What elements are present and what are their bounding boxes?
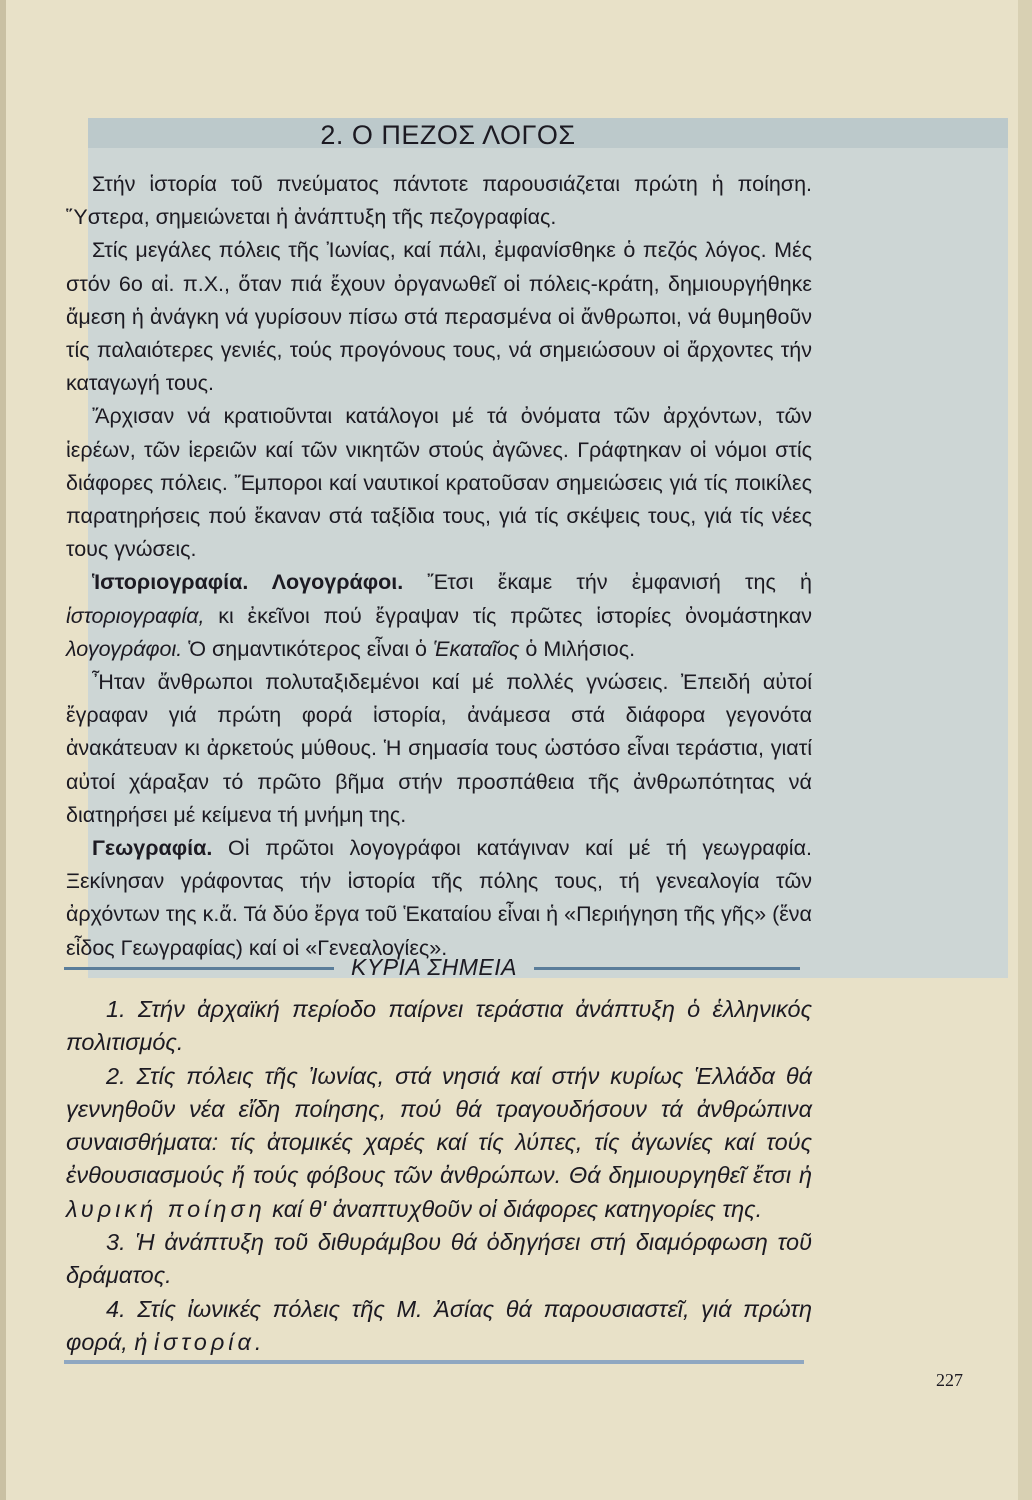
paragraph-catalogues: Ἄρχισαν νά κρατιοῦνται κατάλογοι μέ τά ὀνόματα τῶν ἀρχόντων, τῶν ἱερέων, τῶν ἱερειῶν καί τῶν νικητῶν στούς ἀγῶνες. Γράφτηκαν οἱ νόμοι στίς διάφορες πόλεις. Ἔμποροι καί ναυτικοί κρατοῦσαν σημειώσεις γιά τίς ποικίλες παρατηρήσεις πού ἔκαναν στά ταξίδια τους, γιά τίς σκέψεις τους, γιά τίς νέες τους γνώσεις.: [66, 404, 812, 562]
key-point-2-start: 2. Στίς πόλεις τῆς Ἰωνίας, στά νησιά καί στήν κυρίως Ἑλλάδα θά γεννηθοῦν νέα εἴδη ποίησης, πού θά τραγουδήσουν τά ἀνθρώπινα συναισθήματα: τίς ἀτομικές χαρές καί τίς λύπες, τίς ἀγωνίες καί τούς ἐνθουσιασμούς ἤ τούς φόβους τῶν ἀνθρώπων. Θά δημιουργηθεῖ ἔτσι ἡ: [66, 1062, 812, 1189]
paragraph-people: Ἦταν ἄνθρωποι πολυταξιδεμένοι καί μέ πολλές γνώσεις. Ἐπειδή αὐτοί ἔγραφαν γιά πρώτη φορά ἱστορία, ἀνάμεσα στά διάφορα γεγονότα ἀνακάτευαν κι ἀρκετούς μύθους. Ἡ σημασία τους ὡστόσο εἶναι τεράστια, γιατί αὐτοί χάραξαν τό πρῶτο βῆμα στήν προσπάθεια τῆς ἀνθρωπότητας νά διατηρήσει μέ κείμενα τή μνήμη της.: [66, 670, 812, 827]
term-history: ἱστορία.: [153, 1328, 266, 1355]
bottom-rule: [64, 1360, 804, 1364]
term-lyric-poetry: λυρική ποίηση: [66, 1195, 266, 1222]
main-text: [66, 168, 812, 965]
key-point-1: 1. Στήν ἀρχαϊκή περίοδο παίρνει τεράστια ἀνάπτυξη ὁ ἑλληνικός πολιτισμός.: [66, 996, 812, 1056]
key-points-heading: ΚΥΡΙΑ ΣΗΜΕΙΑ: [351, 954, 517, 980]
historiography-mid: κι ἐκεῖνοι πού ἔγραψαν τίς πρῶτες ἱστορίες ὀνομάστηκαν: [218, 603, 813, 628]
paragraph-ionia: Στίς μεγάλες πόλεις τῆς Ἰωνίας, καί πάλι, ἐμφανίσθηκε ὁ πεζός λόγος. Μές στόν 6ο αἰ. π.Χ., ὅταν πιά ἔχουν ὀργανωθεῖ οἱ πόλεις-κράτη, δημιουργήθηκε ἄμεση ἡ ἀνάγκη νά γυρίσουν πίσω στά περασμένα οἱ ἄνθρωποι, νά θυμηθοῦν τίς παλαιότερες γενιές, τούς προγόνους τους, νά σημειώσουν οἱ ἄρχοντες τήν καταγωγή τους.: [66, 238, 812, 396]
key-point-4: [66, 1293, 812, 1360]
paragraph-historiography: [66, 566, 812, 666]
key-point-2-end: καί θ' ἀναπτυχθοῦν οἱ διάφορες κατηγορίες της.: [272, 1195, 763, 1222]
geography-text: Οἱ πρῶτοι λογογράφοι κατάγιναν καί μέ τή γεωγραφία. Ξεκίνησαν γράφοντας τήν ἱστορία τῆς πόλης τους, τή γενεαλογία τῶν ἀρχόντων της κ.ἄ. Τά δύο ἔργα τοῦ Ἑκαταίου εἶναι ἡ «Περιήγηση τῆς γῆς» (ἕνα εἶδος Γεωγραφίας) καί οἱ «Γενεαλογίες».: [66, 836, 812, 960]
key-point-3: 3. Ἡ ἀνάπτυξη τοῦ διθυράμβου θά ὁδηγήσει στή διαμόρφωση τοῦ δράματος.: [66, 1229, 812, 1289]
paragraph-geography: [66, 832, 812, 965]
key-point-4-start: 4. Στίς ἰωνικές πόλεις τῆς Μ. Ἀσίας θά παρουσιαστεῖ, γιά πρώτη φορά, ἡ: [66, 1295, 812, 1355]
page-number: 227: [936, 1370, 963, 1390]
divider-line-right: [534, 967, 800, 970]
paragraph-intro: Στήν ἱστορία τοῦ πνεύματος πάντοτε παρουσιάζεται πρώτη ἡ ποίηση. Ὕστερα, σημειώνεται ἡ ἀνάπτυξη τῆς πεζογραφίας.: [66, 172, 812, 230]
key-point-2: [66, 1060, 812, 1226]
key-points-divider: [64, 956, 800, 980]
term-logographers: λογογράφοι.: [66, 636, 183, 661]
divider-line-left: [64, 967, 334, 970]
historiography-heading: Ἱστοριογραφία. Λογογράφοι.: [92, 570, 404, 595]
key-points-list: [66, 993, 812, 1359]
geography-heading: Γεωγραφία.: [92, 836, 213, 861]
historiography-intro: Ἔτσι ἔκαμε τήν ἐμφανισή της ἡ: [427, 570, 812, 595]
historiography-end: ὁ Μιλήσιος.: [525, 636, 636, 661]
page-title: 2. Ο ΠΕΖΟΣ ΛΟΓΟΣ: [320, 120, 576, 150]
term-hecataeus: Ἑκαταῖος: [433, 636, 520, 661]
term-historiography: ἱστοριογραφία,: [66, 603, 205, 628]
historiography-mid2: Ὁ σημαντικότερος εἶναι ὁ: [188, 636, 428, 661]
